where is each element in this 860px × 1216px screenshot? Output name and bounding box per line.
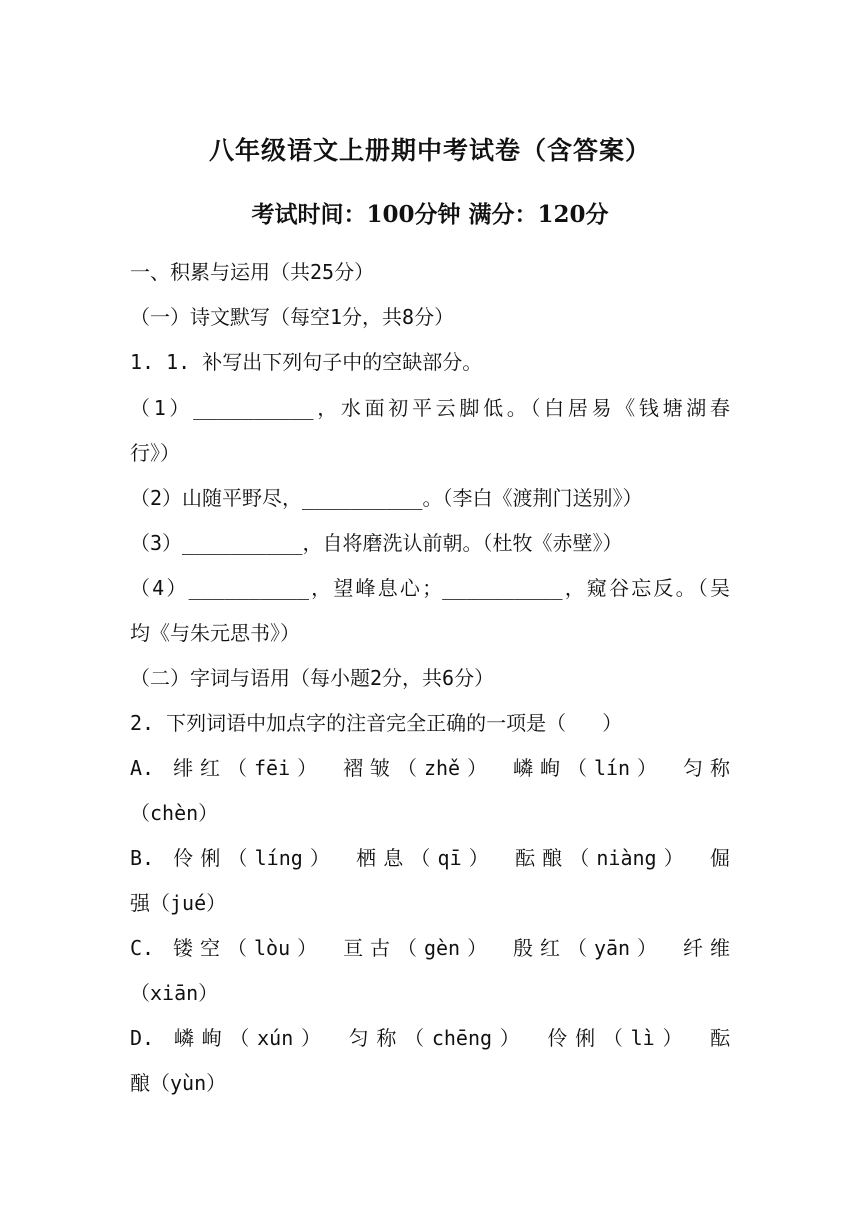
question-1-stem: 1. 1. 补写出下列句子中的空缺部分。 xyxy=(130,350,483,374)
question-2-stem: 2. 下列词语中加点字的注音完全正确的一项是（ ） xyxy=(130,711,623,735)
option-a: A. 绯红（fēi） 褶皱（zhě） 嶙峋（lín） 匀称 xyxy=(130,756,730,780)
question-1-item-2: （2）山随平野尽，__________。（李白《渡荆门送别》） xyxy=(130,486,643,510)
exam-title: 八年级语文上册期中考试卷（含答案） xyxy=(208,136,651,165)
question-1-item-4-cont: 均《与朱元思书》） xyxy=(130,621,300,645)
question-1-item-1-cont: 行》） xyxy=(130,441,180,465)
option-a-cont: （chèn） xyxy=(130,801,219,825)
question-1-item-4: （4）__________，望峰息心；__________，窥谷忘反。（吴 xyxy=(130,576,730,600)
option-c: C. 镂空（lòu） 亘古（gèn） 殷红（yān） 纤维 xyxy=(130,936,730,960)
section-heading: 一、积累与运用（共25分） xyxy=(130,260,375,284)
option-d: D. 嶙峋（xún） 匀称（chēng） 伶俐（lì） 酝 xyxy=(130,1026,730,1050)
subsection-heading: （一）诗文默写（每空1分，共8分） xyxy=(130,305,455,329)
subsection-heading: （二）字词与语用（每小题2分，共6分） xyxy=(130,666,495,690)
option-b: B. 伶俐（líng） 栖息（qī） 酝酿（niàng） 倔 xyxy=(130,846,730,870)
question-1-item-3: （3）__________，自将磨洗认前朝。（杜牧《赤壁》） xyxy=(130,531,623,555)
question-1-item-1: （1）__________，水面初平云脚低。（白居易《钱塘湖春 xyxy=(130,396,730,420)
option-c-cont: （xiān） xyxy=(130,981,219,1005)
option-d-cont: 酿（yùn） xyxy=(130,1071,227,1095)
exam-subtitle: 考试时间：100分钟 满分：120分 xyxy=(251,201,609,228)
option-b-cont: 强（jué） xyxy=(130,891,227,915)
